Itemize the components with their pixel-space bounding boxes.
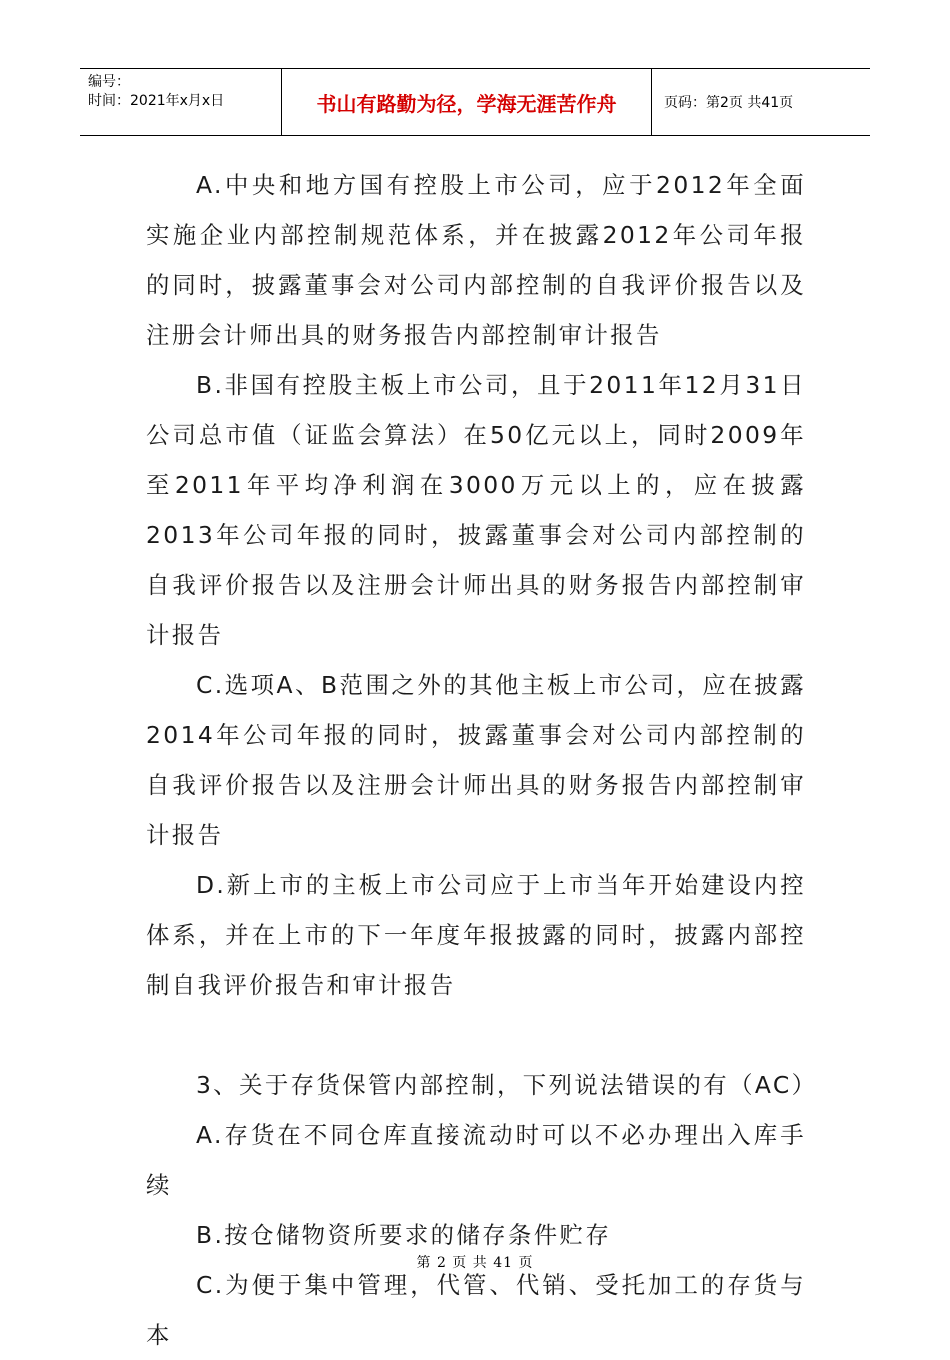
q2-option-d: D.新上市的主板上市公司应于上市当年开始建设内控体系，并在上市的下一年度年报披露的同时，披露内部控制自我评价报告和审计报告 <box>146 871 806 999</box>
number-label: 编号： <box>88 74 130 90</box>
date-label: 时间：2021年x月x日 <box>88 93 225 109</box>
page-footer: 第 2 页 共 41 页 <box>416 1255 534 1271</box>
q3-option-b: B.按仓储物资所要求的储存条件贮存 <box>196 1221 612 1249</box>
q2-option-a: A.中央和地方国有控股上市公司，应于2012年全面实施企业内部控制规范体系，并在披露2012年公司年报的同时，披露董事会对公司内部控制的自我评价报告以及注册会计师出具的财务报告内部控制审计报告 <box>146 171 806 349</box>
paragraph-gap <box>146 1010 806 1060</box>
q2-option-c: C.选项A、B范围之外的其他主板上市公司，应在披露2014年公司年报的同时，披露董事会对公司内部控制的自我评价报告以及注册会计师出具的财务报告内部控制审计报告 <box>146 671 806 849</box>
q3-option-a: A.存货在不同仓库直接流动时可以不必办理出入库手续 <box>146 1121 806 1199</box>
header-page-info: 页码：第2页 共41页 <box>664 95 794 111</box>
question-3: 3、关于存货保管内部控制，下列说法错误的有（AC） <box>196 1071 818 1099</box>
page-header <box>80 68 870 136</box>
document-body <box>146 160 818 1360</box>
header-meta <box>80 69 282 135</box>
header-motto: 书山有路勤为径，学海无涯苦作舟 <box>282 69 652 135</box>
q2-option-b: B.非国有控股主板上市公司，且于2011年12月31日公司总市值（证监会算法）在50亿元以上，同时2009年至2011年平均净利润在3000万元以上的，应在披露2013年公司年报的同时，披露董事会对公司内部控制的自我评价报告以及注册会计师出具的财务报告内部控制审计报告 <box>146 371 806 649</box>
q3-option-c: C.为便于集中管理，代管、代销、受托加工的存货与本 <box>146 1271 806 1349</box>
